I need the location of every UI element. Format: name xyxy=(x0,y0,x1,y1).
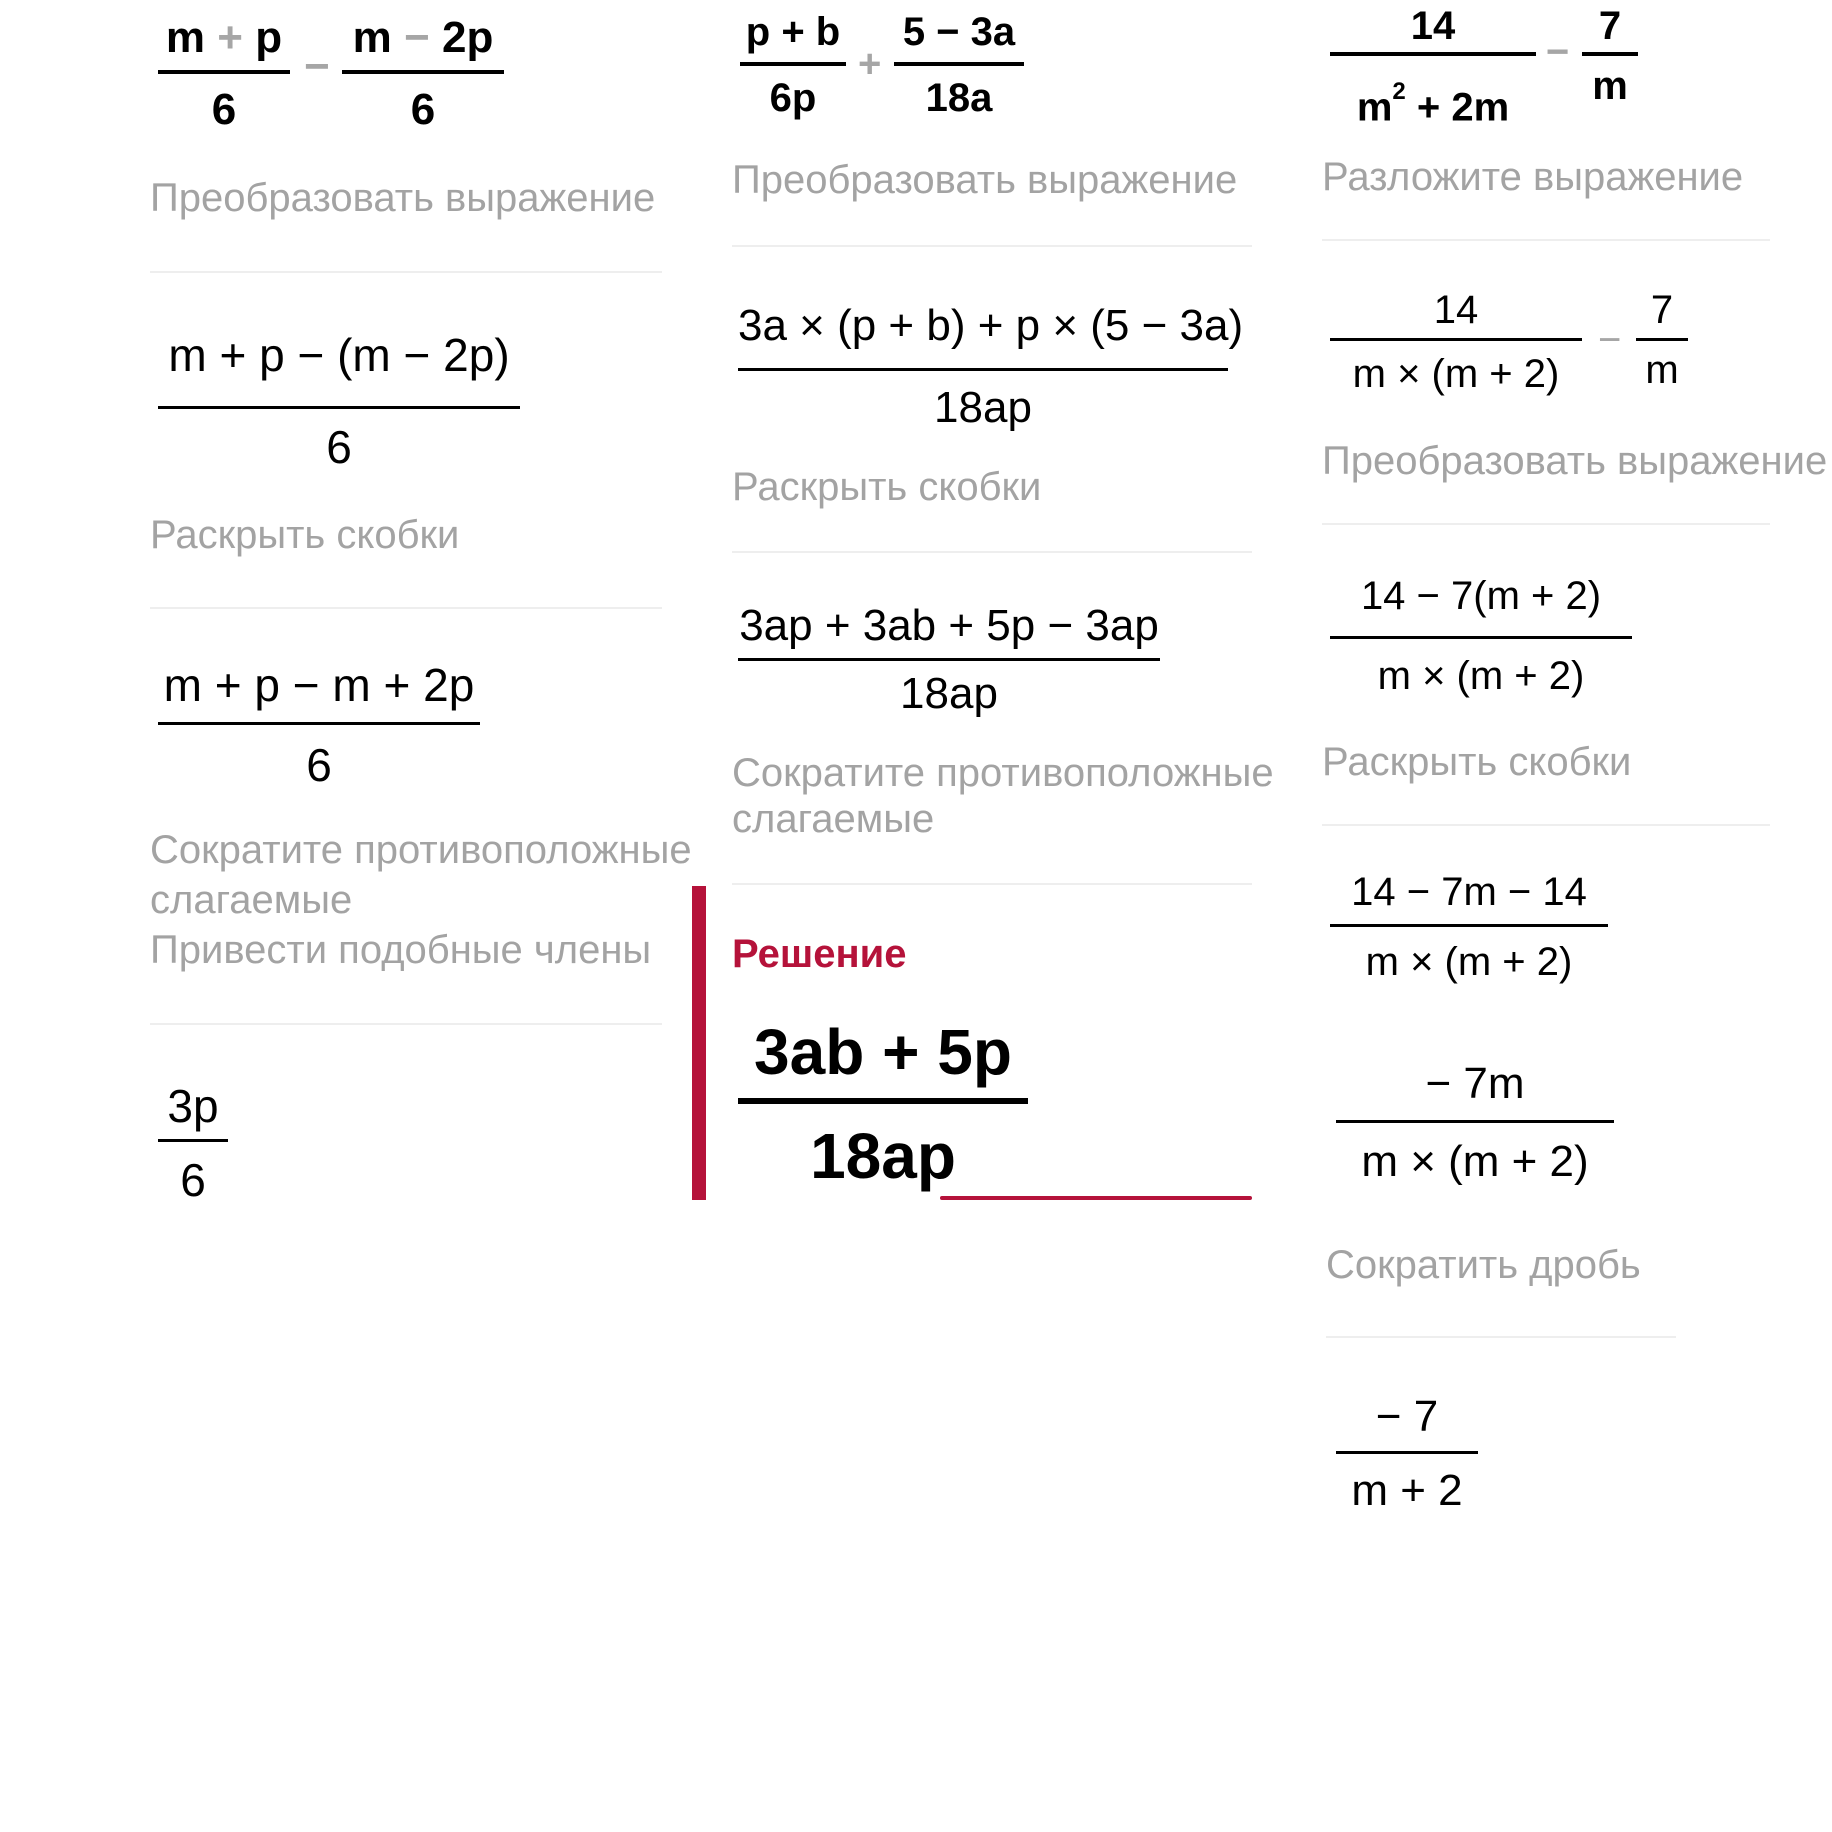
step-2-numerator: 3ap + 3ab + 5p − 3ap xyxy=(739,601,1159,650)
result-denominator: 6 xyxy=(180,1154,206,1206)
step-3-fraction: 14 − 7m − 14 m × (m + 2) xyxy=(1330,870,1608,1000)
problem-3-fraction-b: 7 m xyxy=(1582,4,1638,124)
step-label-combine: Привести подобные члены xyxy=(150,928,652,972)
step-label-cancel-2: слагаемые xyxy=(732,797,935,841)
step-label-convert: Преобразовать выражение xyxy=(732,158,1238,202)
problem-1-operator: − xyxy=(304,42,330,91)
step-label-cancel: Сократите противоположные xyxy=(150,828,692,872)
problem-1-a-num: m xyxy=(165,13,206,62)
step-2-denominator: 6 xyxy=(306,739,332,791)
step-label-convert: Преобразовать выражение xyxy=(1322,439,1828,483)
step-label-reduce: Сократить дробь xyxy=(1326,1243,1641,1287)
step-2-denominator: 18ap xyxy=(900,669,998,718)
problem-1-a-den: 6 xyxy=(211,85,237,134)
solution-underline xyxy=(940,1196,1252,1200)
step-label-expand: Раскрыть скобки xyxy=(732,465,1042,509)
problem-2-fraction-b: 5 − 3a 18a xyxy=(894,8,1024,118)
step-label-cancel-2: слагаемые xyxy=(150,878,353,922)
fraction-bar xyxy=(158,70,290,74)
step-1-numerator: m + p − (m − 2p) xyxy=(168,329,510,381)
problem-2-fraction-a: p + b 6p xyxy=(740,8,846,118)
problem-3-fraction-a: 14 $m^2 + 2m$ xyxy=(1330,4,1536,124)
problem-2-operator: + xyxy=(858,42,882,86)
step-2-fraction xyxy=(738,601,1160,724)
result-fraction xyxy=(158,1080,228,1206)
solution-title: Решение xyxy=(732,932,907,976)
step-1-operator: − xyxy=(1598,318,1622,362)
step-label-factor: Разложите выражение xyxy=(1322,155,1744,199)
problem-3-operator: − xyxy=(1546,30,1570,74)
step-1-fraction-a: 14 m × (m + 2) xyxy=(1330,290,1582,420)
step-1-denominator: 18ap xyxy=(934,383,1032,432)
step-1-numerator: 3a × (p + b) + p × (5 − 3a) xyxy=(738,301,1244,350)
step-label-expand: Раскрыть скобки xyxy=(1322,740,1632,784)
divider xyxy=(150,271,662,273)
solution-fraction xyxy=(738,1010,1028,1190)
solution-numerator: 3ab + 5p xyxy=(754,1016,1012,1088)
problem-1-fraction-a: m + p 6 xyxy=(158,12,290,132)
step-1-fraction xyxy=(738,298,1244,438)
step-1-fraction xyxy=(158,322,520,472)
result-denominator: m + 2 xyxy=(1351,1466,1463,1515)
step-label-cancel: Сократите противоположные xyxy=(732,751,1274,795)
step-2-fraction: 14 − 7(m + 2) m × (m + 2) xyxy=(1330,572,1632,712)
step-2-numerator: m + p − m + 2p xyxy=(163,659,475,711)
step-1-fraction-b: 7 m xyxy=(1636,290,1688,420)
exponent: 2 xyxy=(1392,78,1406,105)
step-2-fraction xyxy=(158,650,480,800)
step-label-expand: Раскрыть скобки xyxy=(150,513,460,557)
result-numerator: − 7 xyxy=(1375,1392,1439,1441)
result-fraction xyxy=(1336,1392,1478,1525)
solution-denominator: 18ap xyxy=(810,1120,956,1192)
problem-1-fraction-b: m − 2p 6 xyxy=(342,12,504,132)
step-4-fraction: − 7m m × (m + 2) xyxy=(1336,1062,1614,1202)
step-label-convert: Преобразовать выражение xyxy=(150,176,656,220)
solution-accent-bar xyxy=(692,886,706,1200)
step-1-denominator: 6 xyxy=(326,421,352,473)
result-numerator: 3p xyxy=(167,1080,219,1132)
